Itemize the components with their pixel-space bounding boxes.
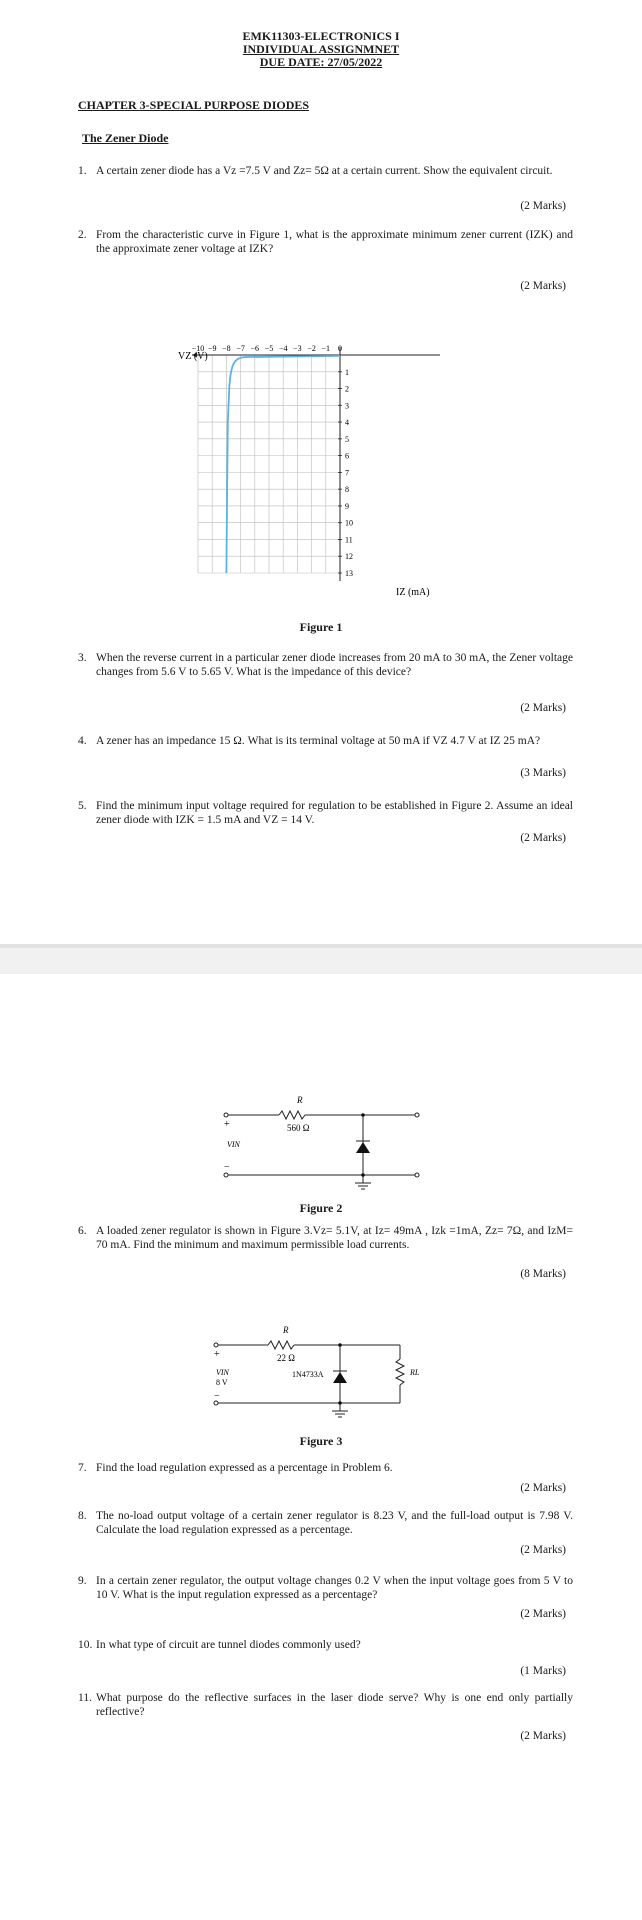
y-tick-label: 1 [345, 367, 349, 377]
question-10 [78, 1639, 573, 1653]
question-text: In a certain zener regulator, the output voltage changes 0.2 V when the input voltage goes from 5 V to 10 V. What is the input regulation expressed as a percentage? [96, 1575, 573, 1601]
question-1-marks: (2 Marks) [520, 200, 566, 212]
x-tick-label: −5 [264, 344, 274, 353]
question-text: The no-load output voltage of a certain zener regulator is 8.23 V, and the full-load output is 7.98 V. Calculate the load regulation expressed as a percentage. [96, 1510, 573, 1536]
y-tick-label: 12 [345, 552, 353, 562]
figure-3-caption: Figure 3 [299, 1434, 343, 1448]
question-number: 9. [78, 1575, 87, 1587]
vz-axis-label: VZ (V) [178, 351, 208, 362]
y-tick-label: 8 [345, 485, 349, 495]
resistor-symbol [279, 1111, 305, 1119]
x-tick-label: 0 [338, 344, 342, 353]
question-text: A loaded zener regulator is shown in Figure 3.Vz= 5.1V, at Iz= 49mA , Izk =1mA, Zz= 7Ω, and IzM= 70 mA. Find the minimum and maximum permissible load currents. [96, 1225, 573, 1251]
resistor-name: R [283, 1325, 289, 1335]
resistor-name: R [297, 1095, 303, 1105]
vin-value: 8 V [216, 1378, 228, 1387]
load-resistor-symbol [396, 1359, 404, 1385]
question-1 [78, 165, 573, 179]
figure-2-caption: Figure 2 [299, 1201, 343, 1215]
question-number: 7. [78, 1462, 87, 1474]
question-number: 8. [78, 1510, 87, 1522]
question-7 [78, 1462, 573, 1476]
question-text: When the reverse current in a particular zener diode increases from 20 mA to 30 mA, the Zener voltage changes from 5.6 V to 5.65 V. What is the impedance of this device? [96, 652, 573, 678]
question-text: From the characteristic curve in Figure 1, what is the approximate minimum zener current (IZK) and the approximate zener voltage at IZK? [96, 229, 573, 255]
x-tick-label: −4 [278, 344, 288, 353]
question-11 [78, 1692, 573, 1719]
y-tick-label: 6 [345, 451, 349, 461]
assignment-title-text: INDIVIDUAL ASSIGNMNET [242, 42, 400, 56]
y-tick-label: 9 [345, 501, 349, 511]
zener-diode-symbol [333, 1372, 347, 1383]
question-number: 3. [78, 652, 87, 664]
x-tick-label: −6 [250, 344, 260, 353]
resistor-value: 22 Ω [277, 1353, 295, 1363]
question-2 [78, 229, 573, 256]
resistor-value: 560 Ω [287, 1123, 310, 1133]
chapter-heading: CHAPTER 3-SPECIAL PURPOSE DIODES [78, 98, 310, 112]
question-5 [78, 800, 573, 827]
x-tick-label: −8 [222, 344, 231, 353]
minus-sign: − [224, 1162, 230, 1173]
zener-diode-symbol [356, 1142, 370, 1153]
vin-label: VIN [227, 1140, 240, 1149]
question-7-marks: (2 Marks) [520, 1482, 566, 1494]
x-tick-label: −9 [207, 344, 217, 353]
section-heading: The Zener Diode [82, 131, 169, 145]
question-5-marks: (2 Marks) [520, 832, 566, 844]
question-number: 6. [78, 1225, 87, 1237]
question-4 [78, 735, 573, 749]
question-3-marks: (2 Marks) [520, 702, 566, 714]
y-tick-label: 10 [345, 518, 353, 528]
question-9 [78, 1575, 573, 1602]
y-tick-label: 13 [345, 569, 353, 578]
y-tick-label: 3 [345, 401, 349, 411]
question-4-marks: (3 Marks) [520, 767, 566, 779]
x-tick-label: −3 [293, 344, 302, 353]
y-tick-label: 7 [345, 468, 349, 478]
question-text: What purpose do the reflective surfaces in the laser diode serve? Why is one end only partially reflective? [96, 1692, 573, 1718]
figure-1-chart [170, 335, 450, 605]
y-tick-label: 2 [345, 384, 349, 394]
x-tick-label: −10 [191, 344, 205, 353]
plus-sign: + [214, 1349, 220, 1360]
y-tick-label: 11 [345, 535, 353, 545]
question-number: 1. [78, 165, 87, 177]
resistor-symbol [268, 1341, 294, 1349]
y-tick-label: 4 [345, 418, 349, 428]
figure-1-caption: Figure 1 [299, 620, 343, 634]
zener-part-label: 1N4733A [292, 1370, 324, 1379]
question-11-marks: (2 Marks) [520, 1730, 566, 1742]
course-title: EMK11303-ELECTRONICS I [242, 29, 400, 43]
due-date [0, 56, 642, 69]
question-text: In what type of circuit are tunnel diodes commonly used? [96, 1639, 361, 1651]
question-9-marks: (2 Marks) [520, 1608, 566, 1620]
question-text: Find the load regulation expressed as a percentage in Problem 6. [96, 1462, 393, 1474]
question-number: 5. [78, 800, 87, 812]
question-text: Find the minimum input voltage required for regulation to be established in Figure 2. Assume an ideal zener diode with IZK = 1.5 mA and VZ = 14 V. [96, 800, 573, 826]
question-number: 11. [78, 1692, 92, 1704]
question-text: A zener has an impedance 15 Ω. What is its terminal voltage at 50 mA if VZ 4.7 V at IZ 25 mA? [96, 735, 541, 747]
question-number: 4. [78, 735, 87, 747]
page-break [0, 948, 642, 974]
question-8-marks: (2 Marks) [520, 1544, 566, 1556]
x-tick-label: −7 [236, 344, 245, 353]
question-number: 10. [78, 1639, 93, 1651]
question-8 [78, 1510, 573, 1537]
question-6 [78, 1225, 573, 1252]
question-6-marks: (8 Marks) [520, 1268, 566, 1280]
x-tick-label: −2 [307, 344, 316, 353]
question-10-marks: (1 Marks) [520, 1665, 566, 1677]
question-3 [78, 652, 573, 679]
y-tick-label: 5 [345, 434, 349, 444]
due-date-text: DUE DATE: 27/05/2022 [259, 55, 383, 69]
minus-sign: − [214, 1391, 220, 1402]
question-2-marks: (2 Marks) [520, 280, 566, 292]
x-tick-label: −1 [321, 344, 331, 353]
figure-3-circuit [200, 1303, 450, 1423]
question-text: A certain zener diode has a Vz =7.5 V and Zz= 5Ω at a certain current. Show the equivalent circuit. [96, 165, 553, 177]
vin-label: VIN [216, 1368, 229, 1377]
question-number: 2. [78, 229, 87, 241]
figure-1-x-ticks [192, 344, 342, 353]
figure-2-circuit [215, 1085, 425, 1195]
iz-axis-label: IZ (mA) [396, 587, 430, 598]
figure-1-grid [198, 355, 340, 573]
load-label: RL [410, 1368, 420, 1377]
plus-sign: + [224, 1119, 230, 1130]
